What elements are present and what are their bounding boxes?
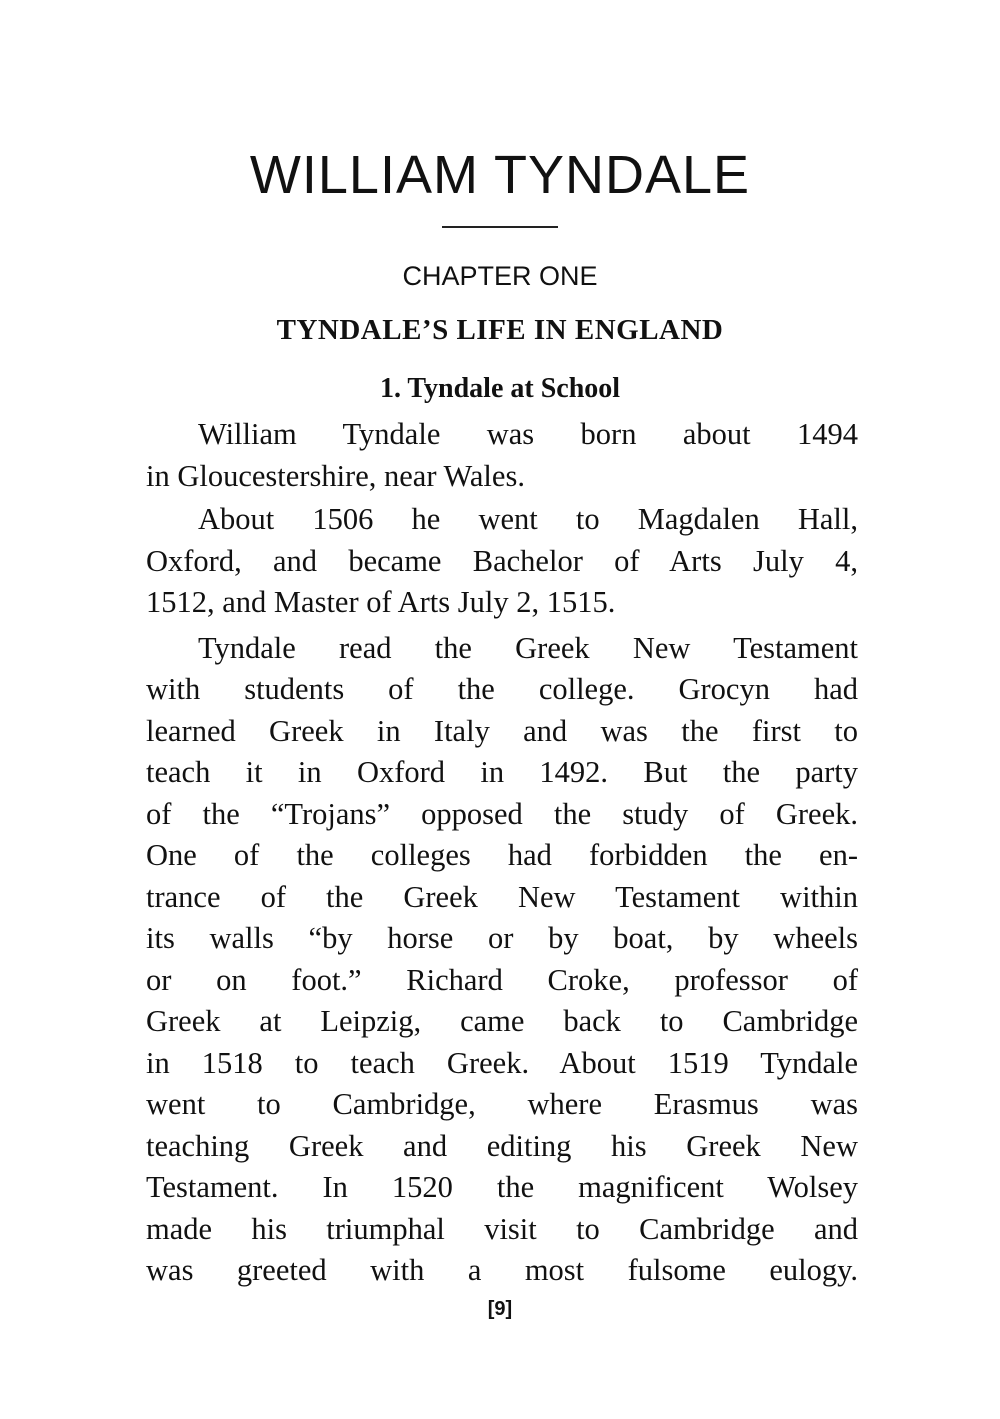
paragraph-line: of the “Trojans” opposed the study of Greek.	[146, 796, 858, 831]
title-divider-rule	[442, 226, 558, 228]
paragraph-line: or on foot.” Richard Croke, professor of	[146, 962, 858, 997]
paragraph-3	[146, 628, 858, 1292]
paragraph-line: teach it in Oxford in 1492. But the party	[146, 755, 858, 789]
paragraph-line: with students of the college. Grocyn had	[146, 672, 858, 706]
paragraph-line: William Tyndale was born about 1494	[198, 417, 858, 451]
paragraph-line: One of the colleges had forbidden the en-	[146, 838, 858, 872]
paragraph-line: made his triumphal visit to Cambridge and	[146, 1211, 858, 1246]
paragraph-line: trance of the Greek New Testament within	[146, 879, 858, 914]
paragraph-2	[146, 499, 858, 624]
paragraph-line: About 1506 he went to Magdalen Hall,	[198, 502, 858, 536]
book-title: WILLIAM TYNDALE	[249, 145, 751, 205]
paragraph-line: 1512, and Master of Arts July 2, 1515.	[146, 585, 616, 619]
chapter-title: TYNDALE’S LIFE IN ENGLAND	[276, 314, 724, 346]
section-title: 1. Tyndale at School	[379, 373, 621, 404]
paragraph-line: was greeted with a most fulsome eulogy.	[146, 1253, 858, 1287]
paragraph-line: went to Cambridge, where Erasmus was	[146, 1087, 858, 1121]
paragraph-line: in Gloucestershire, near Wales.	[146, 458, 525, 493]
paragraph-line: Greek at Leipzig, came back to Cambridge	[146, 1004, 858, 1038]
paragraph-line: Tyndale read the Greek New Testament	[198, 630, 858, 665]
chapter-label: CHAPTER ONE	[402, 261, 598, 291]
page-number: [9]	[487, 1298, 513, 1320]
paragraph-1	[146, 414, 858, 497]
body-text	[146, 414, 858, 1292]
paragraph-line: its walls “by horse or by boat, by wheels	[146, 921, 858, 955]
paragraph-line: teaching Greek and editing his Greek New	[146, 1128, 858, 1163]
paragraph-line: Oxford, and became Bachelor of Arts July 4,	[146, 543, 858, 578]
paragraph-line: in 1518 to teach Greek. About 1519 Tyndale	[146, 1045, 858, 1080]
paragraph-line: learned Greek in Italy and was the first to	[146, 713, 858, 748]
paragraph-line: Testament. In 1520 the magnificent Wolsey	[146, 1170, 858, 1204]
